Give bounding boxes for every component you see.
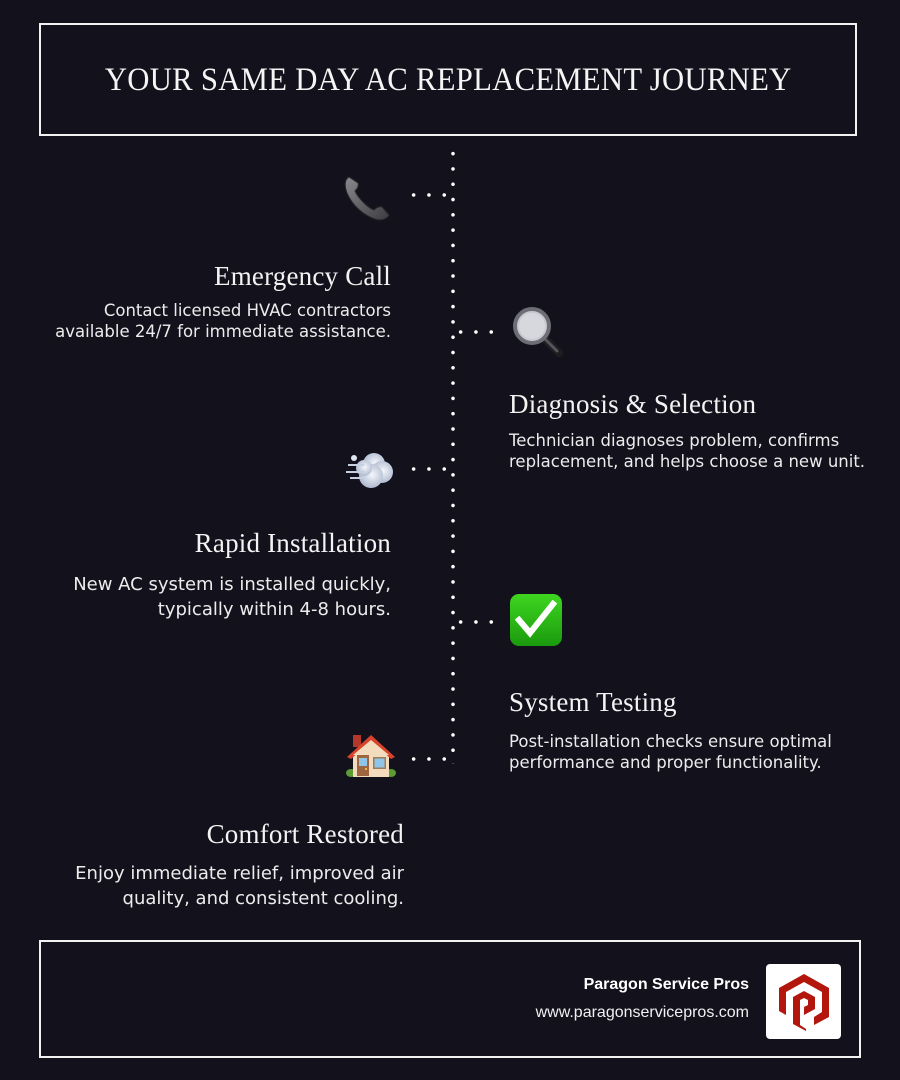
title-banner [39, 23, 857, 136]
description-line: replacement, and helps choose a new unit. [509, 452, 866, 471]
step-title-system-testing: System Testing [509, 687, 677, 717]
connector-dots [453, 620, 499, 624]
step-description-emergency-call [55, 300, 391, 342]
description-line: New AC system is installed quickly, [73, 574, 391, 595]
step-title-rapid-installation: Rapid Installation [194, 528, 391, 558]
description-line: quality, and consistent cooling. [122, 888, 404, 909]
connector-dots [406, 193, 452, 197]
step-title-diagnosis-selection: Diagnosis & Selection [509, 389, 757, 419]
description-line: Contact licensed HVAC contractors [103, 301, 391, 320]
step-description-diagnosis-selection [509, 430, 865, 472]
step-title-emergency-call: Emergency Call [214, 261, 391, 291]
connector-dots [406, 757, 452, 761]
paragon-logo-icon [766, 964, 841, 1039]
connector-dots [406, 467, 452, 471]
description-line: typically within 4-8 hours. [157, 599, 391, 620]
dashing-away-icon [344, 442, 398, 496]
timeline-dotted-line [451, 146, 455, 764]
brand-name: Paragon Service Pros [583, 976, 749, 993]
check-mark-button-icon [509, 593, 563, 647]
page-title: YOUR SAME DAY AC REPLACEMENT JOURNEY [104, 62, 792, 98]
connector-dots [453, 330, 499, 334]
description-line: performance and proper functionality. [509, 753, 822, 772]
step-description-rapid-installation [73, 572, 391, 622]
brand-url-link[interactable]: www.paragonservicepros.com [535, 1004, 749, 1021]
house-icon [344, 730, 398, 784]
magnifying-glass-icon [510, 304, 564, 358]
step-description-system-testing [509, 731, 832, 773]
description-line: available 24/7 for immediate assistance. [55, 322, 391, 341]
step-title-comfort-restored: Comfort Restored [206, 819, 404, 849]
description-line: Post-installation checks ensure optimal [509, 732, 832, 751]
step-description-comfort-restored [75, 861, 404, 911]
footer-banner [39, 940, 861, 1058]
description-line: Enjoy immediate relief, improved air [75, 863, 404, 884]
description-line: Technician diagnoses problem, confirms [509, 431, 840, 450]
telephone-receiver-icon [340, 170, 394, 224]
